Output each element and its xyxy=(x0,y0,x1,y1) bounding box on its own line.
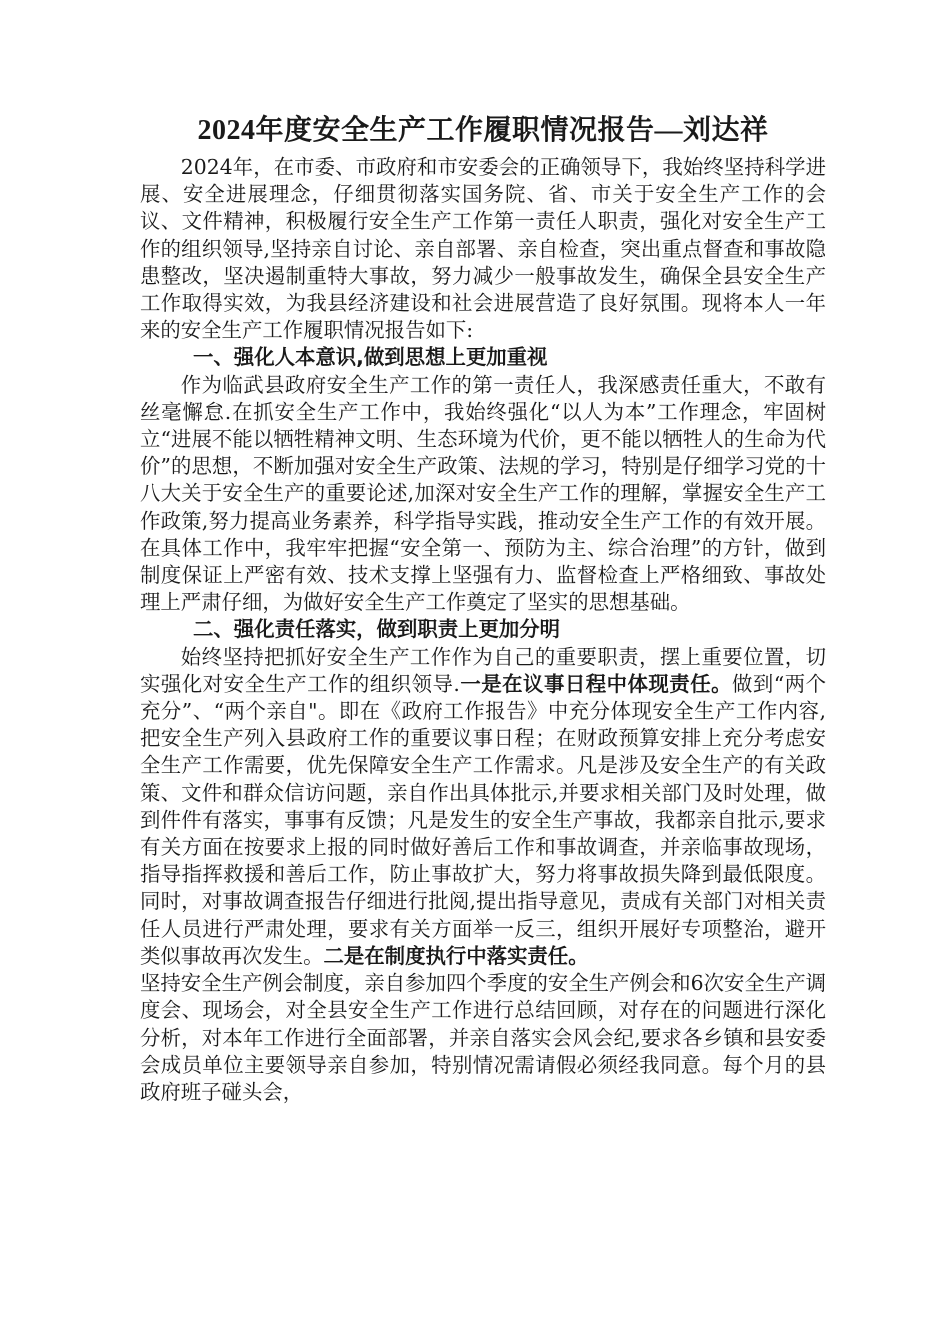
section-2-text-a: 始终坚持把抓好安全生产工作作为自己的重要职责，摆上重要位置，切实强化对安全生产工作的组织领导. xyxy=(140,644,826,696)
section-2-text-b: 做到“两个充分”、“两个亲自"。即在《政府工作报告》中充分体现安全生产工作内容,把安全生产列入县政府工作的重要议事日程；在财政预算安排上充分考虑安全生产工作需要，优先保障安全生产工作需求。凡是涉及安全生产的有关政策、文件和群众信访问题，亲自作出具体批示,并要求相关部门及时处理，做到件件有落实，事事有反馈；凡是发生的安全生产事故，我都亲自批示,要求有关方面在按要求上报的同时做好善后工作和事故调查，并亲临事故现场，指导指挥救援和善后工作，防止事故扩大，努力将事故损失降到最低限度。同时，对事故调查报告仔细进行批阅,提出指导意见，责成有关部门对相关责任人员进行严肃处理，要求有关方面举一反三，组织开展好专项整治，避开类似事故再次发生。 xyxy=(140,671,826,968)
section-2-paragraph xyxy=(140,644,826,1106)
document-title: 2024年度安全生产工作履职情况报告—刘达祥 xyxy=(197,115,769,146)
section-1-heading: 一、强化人本意识,做到思想上更加重视 xyxy=(193,345,548,370)
document-page xyxy=(140,112,826,1106)
intro-paragraph: 2024年，在市委、市政府和市安委会的正确领导下，我始终坚持科学进展、安全进展理念，仔细贯彻落实国务院、省、市关于安全生产工作的会议、文件精神，积极履行安全生产工作第一责任人职责，强化对安全生产工作的组织领导,坚持亲自讨论、亲自部署、亲自检查，突出重点督查和事故隐患整改，坚决遏制重特大事故，努力减少一般事故发生，确保全县安全生产工作取得实效，为我县经济建设和社会进展营造了良好氛围。现将本人一年来的安全生产工作履职情况报告如下: xyxy=(140,155,826,343)
section-2-text-c: 坚持安全生产例会制度，亲自参加四个季度的安全生产例会和6次安全生产调度会、现场会，对全县安全生产工作进行总结回顾，对存在的问题进行深化分析，对本年工作进行全面部署，并亲自落实会风会纪,要求各乡镇和县安委会成员单位主要领导亲自参加，特别情况需请假必须经我同意。每个月的县政府班子碰头会， xyxy=(140,971,826,1104)
section-2-emphasis-2: 二是在制度执行中落实责任。 xyxy=(323,943,589,968)
section-1-paragraph: 作为临武县政府安全生产工作的第一责任人，我深感责任重大，不敢有丝毫懈怠.在抓安全生产工作中，我始终强化“以人为本”工作理念，牢固树立“进展不能以牺牲精神文明、生态环境为代价，更不能以牺牲人的生命为代价”的思想，不断加强对安全生产政策、法规的学习，特别是仔细学习党的十八大关于安全生产的重要论述,加深对安全生产工作的理解，掌握安全生产工作政策,努力提高业务素养，科学指导实践，推动安全生产工作的有效开展。在具体工作中，我牢牢把握“安全第一、预防为主、综合治理”的方针，做到制度保证上严密有效、技术支撑上坚强有力、监督检查上严格细致、事故处理上严肃仔细，为做好安全生产工作奠定了坚实的思想基础。 xyxy=(140,372,826,615)
section-2-heading: 二、强化责任落实，做到职责上更加分明 xyxy=(193,617,561,642)
section-2-emphasis-1: 一是在议事日程中体现责任。 xyxy=(459,671,732,696)
